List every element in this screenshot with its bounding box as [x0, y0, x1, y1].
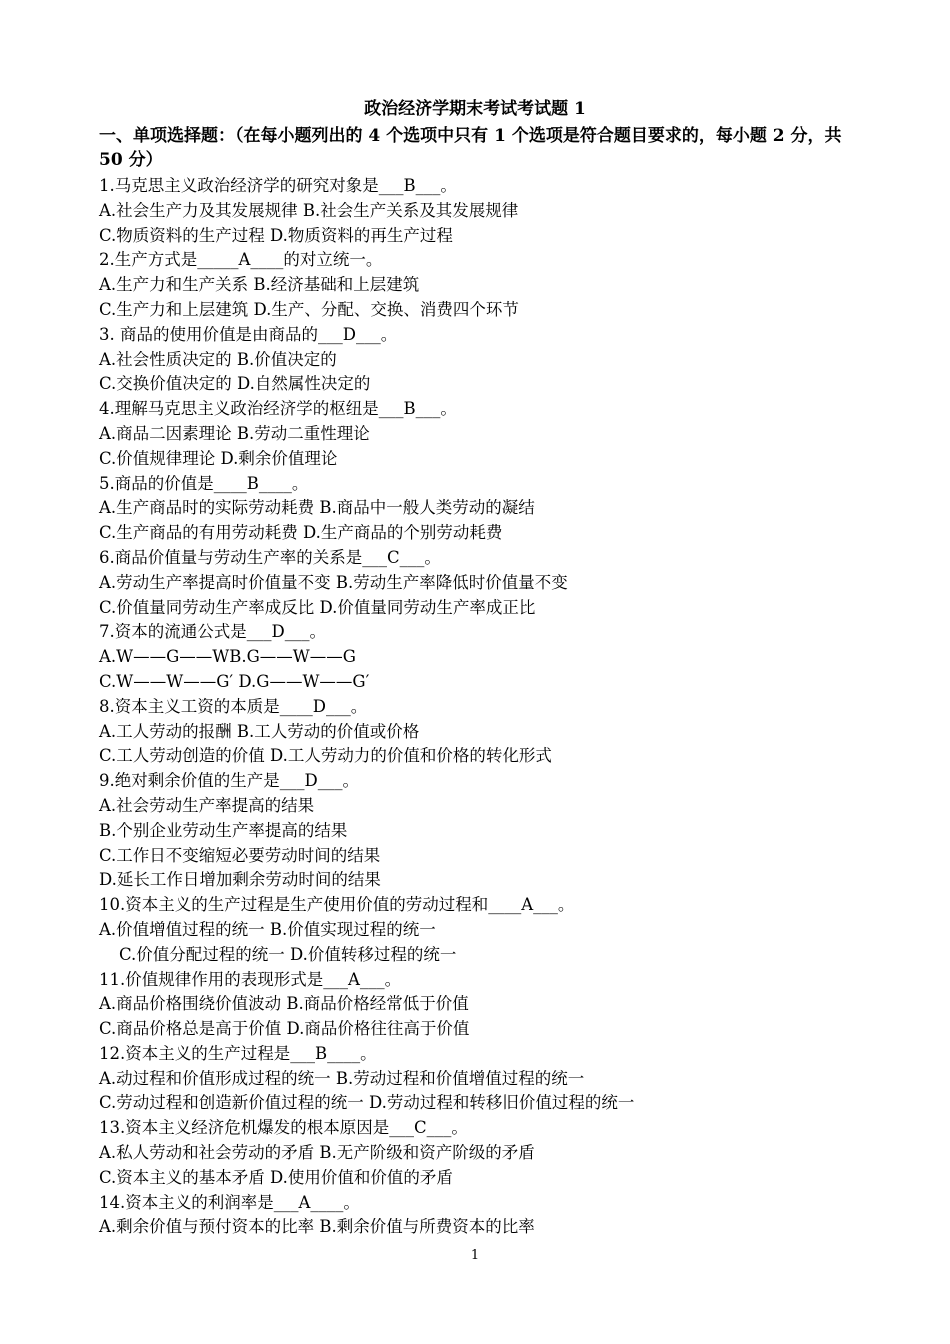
- question-line: A.商品二因素理论 B.劳动二重性理论: [99, 423, 370, 443]
- question-line: C.生产力和上层建筑 D.生产、分配、交换、消费四个环节: [99, 299, 519, 319]
- question-line: A.生产力和生产关系 B.经济基础和上层建筑: [99, 275, 420, 295]
- question-line: A.社会劳动生产率提高的结果: [99, 795, 315, 815]
- question-line: A.劳动生产率提高时价值量不变 B.劳动生产率降低时价值量不变: [99, 572, 568, 592]
- question-line: A.社会生产力及其发展规律 B.社会生产关系及其发展规律: [99, 200, 519, 220]
- question-line: 4.理解马克思主义政治经济学的枢纽是___B___。: [99, 399, 457, 419]
- question-line: C.工作日不变缩短必要劳动时间的结果: [99, 845, 381, 865]
- question-line: C.生产商品的有用劳动耗费 D.生产商品的个别劳动耗费: [99, 523, 503, 543]
- question-line: 3. 商品的使用价值是由商品的___D___。: [99, 324, 398, 344]
- question-line: 10.资本主义的生产过程是生产使用价值的劳动过程和____A___。: [99, 895, 575, 915]
- question-line: 11.价值规律作用的表现形式是___A___。: [99, 969, 402, 989]
- question-line: C.劳动过程和创造新价值过程的统一 D.劳动过程和转移旧价值过程的统一: [99, 1093, 635, 1113]
- question-line: A.商品价格围绕价值波动 B.商品价格经常低于价值: [99, 994, 469, 1014]
- question-line: C.商品价格总是高于价值 D.商品价格往往高于价值: [99, 1019, 470, 1039]
- question-line: 12.资本主义的生产过程是___B____。: [99, 1043, 377, 1063]
- question-line: C.物质资料的生产过程 D.物质资料的再生产过程: [99, 225, 453, 245]
- question-line: C.W——W——G′ D.G——W——G′: [99, 671, 370, 691]
- question-line: 6.商品价值量与劳动生产率的关系是___C___。: [99, 547, 441, 567]
- question-line: C.价值规律理论 D.剩余价值理论: [99, 448, 338, 468]
- question-line: A.生产商品时的实际劳动耗费 B.商品中一般人类劳动的凝结: [99, 498, 535, 518]
- question-line: 13.资本主义经济危机爆发的根本原因是___C___。: [99, 1118, 468, 1138]
- question-line: 9.绝对剩余价值的生产是___D___。: [99, 771, 359, 791]
- question-line: A.剩余价值与预付资本的比率 B.剩余价值与所费资本的比率: [99, 1217, 535, 1237]
- question-line: A.W——G——WB.G——W——G: [99, 647, 356, 667]
- question-line: A.价值增值过程的统一 B.价值实现过程的统一: [99, 919, 436, 939]
- question-line: C.交换价值决定的 D.自然属性决定的: [99, 374, 371, 394]
- question-line: A.动过程和价值形成过程的统一 B.劳动过程和价值增值过程的统一: [99, 1068, 585, 1088]
- page-number: 1: [470, 1248, 480, 1263]
- question-line: 7.资本的流通公式是___D___。: [99, 622, 326, 642]
- question-list: [99, 174, 889, 1240]
- question-line: 5.商品的价值是____B____。: [99, 473, 309, 493]
- question-line: C.工人劳动创造的价值 D.工人劳动力的价值和价格的转化形式: [99, 746, 552, 766]
- question-line: 2.生产方式是_____A____的对立统一。: [99, 250, 383, 270]
- question-line: C.价值量同劳动生产率成反比 D.价值量同劳动生产率成正比: [99, 597, 536, 617]
- section-heading: 一、单项选择题：（在每小题列出的 4 个选项中只有 1 个选项是符合题目要求的，每小题 2 分，共 50 分）: [99, 126, 842, 170]
- question-line: C.资本主义的基本矛盾 D.使用价值和价值的矛盾: [99, 1167, 453, 1187]
- question-line: A.私人劳动和社会劳动的矛盾 B.无产阶级和资产阶级的矛盾: [99, 1143, 535, 1163]
- question-line: 14.资本主义的利润率是___A____。: [99, 1192, 360, 1212]
- question-line: 8.资本主义工资的本质是____D___。: [99, 696, 368, 716]
- question-line: A.社会性质决定的 B.价值决定的: [99, 349, 337, 369]
- question-line: B.个别企业劳动生产率提高的结果: [99, 820, 348, 840]
- question-line: A.工人劳动的报酬 B.工人劳动的价值或价格: [99, 721, 420, 741]
- document-title: 政治经济学期末考试考试题 1: [364, 99, 586, 119]
- question-line: 1.马克思主义政治经济学的研究对象是___B___。: [99, 176, 457, 195]
- question-line: D.延长工作日增加剩余劳动时间的结果: [99, 870, 381, 890]
- question-line: C.价值分配过程的统一 D.价值转移过程的统一: [119, 944, 457, 964]
